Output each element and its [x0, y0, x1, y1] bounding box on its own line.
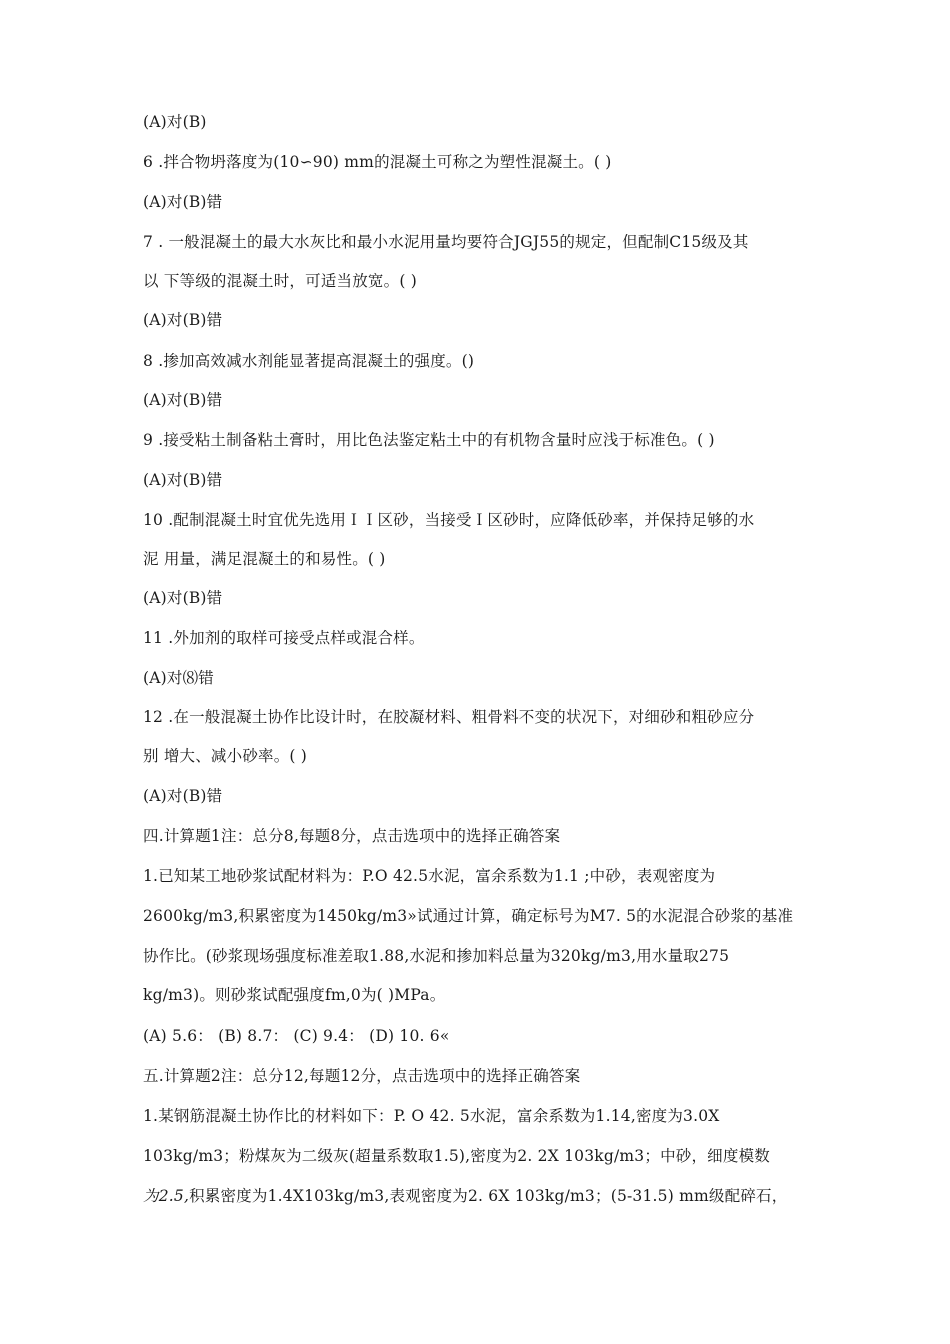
- answer-options-q9: (A)对(B)错: [143, 471, 223, 489]
- answer-options-q12: (A)对(B)错: [143, 787, 223, 805]
- question-7-line-1: 7 . 一般混凝土的最大水灰比和最小水泥用量均要符合JGJ55的规定，但配制C15级及其: [143, 233, 749, 251]
- calc-question-1-line-4: kg/m3)。则砂浆试配强度fm,0为( )MPa。: [143, 986, 446, 1004]
- section-heading-4: 四.计算题1注：总分8,每题8分，点击选项中的选择正确答案: [143, 827, 561, 845]
- calc-question-2-line-3: [143, 1185, 823, 1207]
- calc-question-1-line-1: 1.已知某工地砂浆试配材料为：P.O 42.5水泥，富余系数为1.1 ;中砂，表观密度为: [143, 867, 716, 885]
- calc-question-2-line-1: 1.某钢筋混凝土协作比的材料如下：P. O 42. 5水泥，富余系数为1.14,密度为3.0X: [143, 1107, 720, 1125]
- calc-question-2-line-2: 103kg/m3；粉煤灰为二级灰(超量系数取1.5),密度为2. 2X 103kg/m3；中砂，细度模数: [143, 1147, 770, 1165]
- question-10-line-1: 10 .配制混凝土时宜优先选用ＩＩ区砂，当接受Ｉ区砂时，应降低砂率，并保持足够的水: [143, 511, 755, 529]
- answer-options-q8: (A)对(B)错: [143, 391, 223, 409]
- answer-options-q11: (A)对⑻错: [143, 669, 214, 687]
- question-7-line-2: 以 下等级的混凝土时，可适当放宽。( ): [143, 272, 417, 290]
- question-12-line-2: 别 增大、减小砂率。( ): [143, 747, 308, 765]
- question-10-line-2: 泥 用量，满足混凝土的和易性。( ): [143, 550, 386, 568]
- calc-question-1-line-3: 协作比。(砂浆现场强度标准差取1.88,水泥和掺加料总量为320kg/m3,用水量取275: [143, 947, 730, 965]
- calc-question-1-options: (A) 5.6： (B) 8.7： (C) 9.4： (D) 10. 6«: [143, 1027, 450, 1045]
- question-12-line-1: 12 .在一般混凝土协作比设计时，在胶凝材料、粗骨料不变的状况下，对细砂和粗砂应分: [143, 708, 755, 726]
- question-6: 6 .拌合物坍落度为(10∽90) mm的混凝土可称之为塑性混凝土。( ): [143, 153, 612, 171]
- answer-options-q6: (A)对(B)错: [143, 193, 223, 211]
- answer-options-q5: (A)对(B): [143, 113, 207, 131]
- calc-question-1-line-2: 2600kg/m3,积累密度为1450kg/m3»试通过计算，确定标号为M7. 5的水泥混合砂浆的基准: [143, 907, 794, 925]
- text-fragment: 积累密度为1.4X103kg/m3,表观密度为2. 6X 103kg/m3；(5-31.5) mm级配碎石，: [189, 1187, 788, 1205]
- answer-options-q7: (A)对(B)错: [143, 311, 223, 329]
- section-heading-5: 五.计算题2注：总分12,每题12分，点击选项中的选择正确答案: [143, 1067, 581, 1085]
- question-9: 9 .接受粘土制备粘土膏时，用比色法鉴定粘土中的有机物含量时应浅于标准色。( ): [143, 431, 715, 449]
- question-11: 11 .外加剂的取样可接受点样或混合样。: [143, 629, 425, 647]
- italic-fragment: 为2.5,: [143, 1187, 190, 1205]
- answer-options-q10: (A)对(B)错: [143, 589, 223, 607]
- question-8: 8 .掺加高效减水剂能显著提高混凝土的强度。(): [143, 352, 475, 370]
